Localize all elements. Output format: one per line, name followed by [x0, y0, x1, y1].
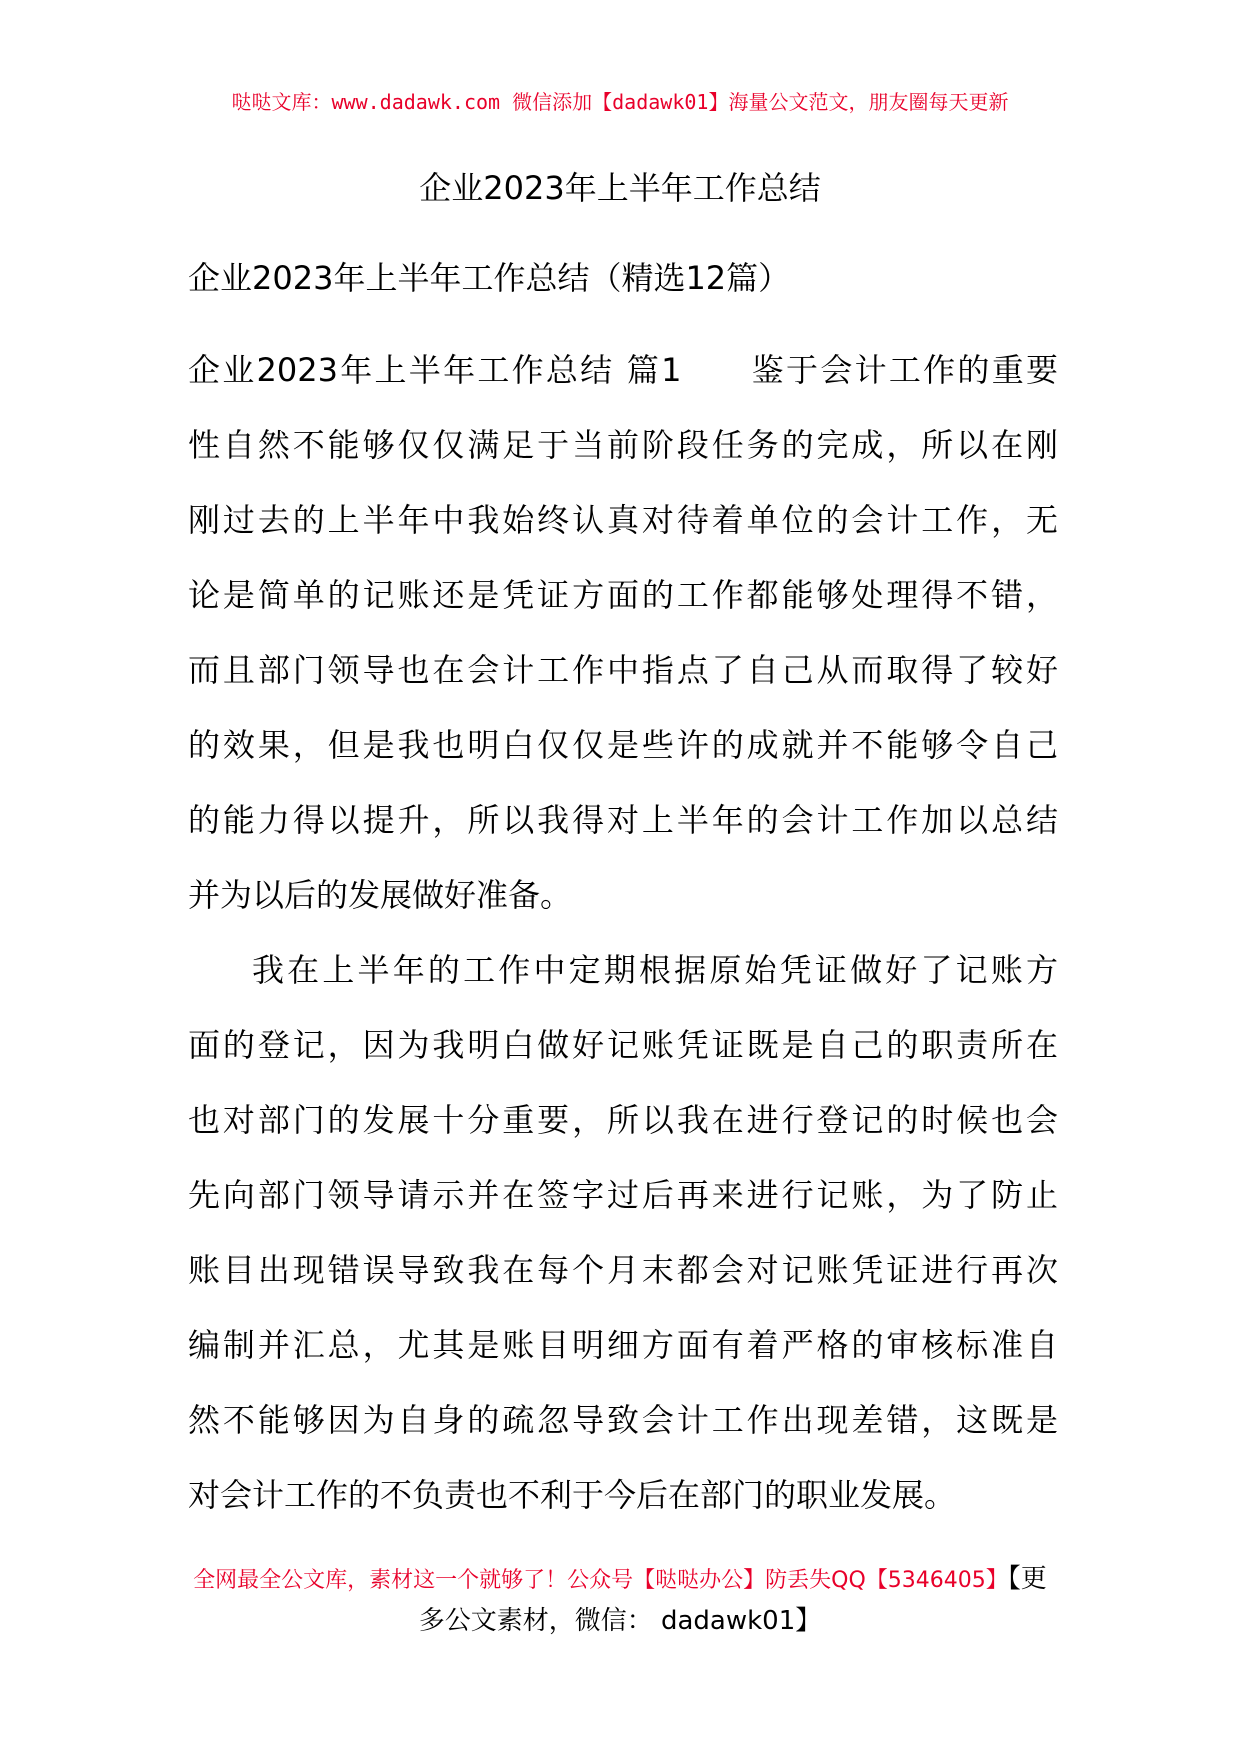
paragraph-1-line: 并为以后的发展做好准备。 [188, 876, 573, 914]
paragraph-2-line: 对会计工作的不负责也不利于今后在部门的职业发展。 [188, 1476, 957, 1514]
paragraph-2-line: 先向部门领导请示并在签字过后再来进行记账，为了防止 [188, 1176, 1058, 1214]
paragraph-2-line: 也对部门的发展十分重要，所以我在进行登记的时候也会 [188, 1101, 1058, 1139]
document-subtitle: 企业2023年上半年工作总结（精选12篇） [188, 259, 791, 297]
paragraph-2-line: 编制并汇总，尤其是账目明细方面有着严格的审核标准自 [188, 1326, 1058, 1364]
footer-promo-line-1 [0, 1562, 1240, 1598]
paragraph-2-line: 我在上半年的工作中定期根据原始凭证做好了记账方 [252, 951, 1058, 989]
paragraph-1-line: 而且部门领导也在会计工作中指点了自己从而取得了较好 [188, 651, 1058, 689]
section-label: 企业2023年上半年工作总结 篇1 [188, 351, 682, 389]
paragraph-2-line: 账目出现错误导致我在每个月末都会对记账凭证进行再次 [188, 1251, 1058, 1289]
paragraph-1-line: 论是简单的记账还是凭证方面的工作都能够处理得不错， [188, 576, 1058, 614]
paragraph-2-line: 面的登记，因为我明白做好记账凭证既是自己的职责所在 [188, 1026, 1058, 1064]
paragraph-1-line [188, 348, 1058, 423]
paragraph-1-line: 的能力得以提升，所以我得对上半年的会计工作加以总结 [188, 801, 1058, 839]
paragraph-1-line: 性自然不能够仅仅满足于当前阶段任务的完成，所以在刚 [188, 426, 1058, 464]
document-body [188, 348, 1058, 1548]
paragraph-1-line: 的效果，但是我也明白仅仅是些许的成就并不能够令自己 [188, 726, 1058, 764]
document-title: 企业2023年上半年工作总结 [419, 169, 821, 207]
paragraph-2-line: 然不能够因为自身的疏忽导致会计工作出现差错，这既是 [188, 1401, 1058, 1439]
header-watermark: 哒哒文库：www.dadawk.com 微信添加【dadawk01】海量公文范文，朋友圈每天更新 [231, 90, 1009, 114]
paragraph-1-line: 刚过去的上半年中我始终认真对待着单位的会计工作，无 [188, 501, 1058, 539]
footer-promo-black-start: 【更 [1007, 1564, 1047, 1594]
paragraph-1-text: 鉴于会计工作的重要 [749, 351, 1058, 389]
footer-promo-line-2: 多公文素材，微信： dadawk01】 [418, 1606, 822, 1636]
footer-promo-red: 全网最全公文库，素材这一个就够了！公众号【哒哒办公】防丢失QQ【5346405】 [193, 1568, 1008, 1593]
